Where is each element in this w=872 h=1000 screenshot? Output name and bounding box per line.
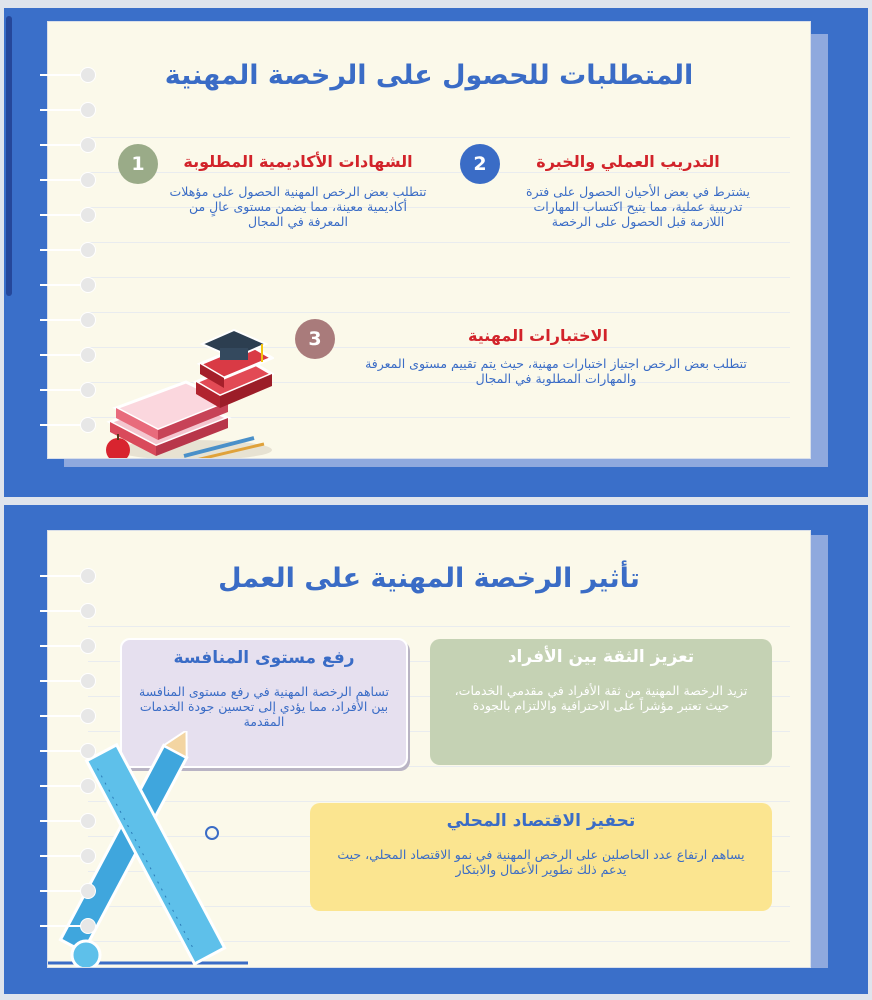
item-text: يشترط في بعض الأحيان الحصول على فترة تدريبية عملية، مما يتيح اكتساب المهارات اللازمة قبل الحصول على الرخصة <box>526 184 750 229</box>
page-title: تأثير الرخصة المهنية على العمل <box>218 563 640 594</box>
card-text: تزيد الرخصة المهنية من ثقة الأفراد في مقدمي الخدمات، حيث تعتبر مؤشراً على الاحترافية والالتزام بالجودة <box>454 683 748 713</box>
card-heading: تعزيز الثقة بين الأفراد <box>507 647 695 667</box>
card-heading: رفع مستوى المنافسة <box>173 648 355 668</box>
card-text: يساهم ارتفاع عدد الحاصلين على الرخص المهنية في نمو الاقتصاد المحلي، حيث يدعم ذلك تطوير الأعمال والابتكار <box>337 847 745 877</box>
page-title: المتطلبات للحصول على الرخصة المهنية <box>164 60 694 91</box>
item-heading: الاختبارات المهنية <box>468 326 608 345</box>
step-badge-2: 2 <box>460 144 500 184</box>
card-text: تساهم الرخصة المهنية في رفع مستوى المنافسة بين الأفراد، مما يؤدي إلى تحسين جودة الخدمات المقدمة <box>139 684 389 729</box>
slide-edge-accent <box>6 16 12 296</box>
notebook-paper <box>48 22 810 458</box>
step-badge-1: 1 <box>118 144 158 184</box>
slide-impact <box>4 505 868 994</box>
notebook-paper <box>48 531 810 967</box>
card-trust <box>430 639 772 765</box>
step-badge-3: 3 <box>295 319 335 359</box>
slide-requirements <box>4 8 868 497</box>
item-text: تتطلب بعض الرخص المهنية الحصول على مؤهلات أكاديمية معينة، مما يضمن مستوى عالٍ من المعرفة في المجال <box>169 184 427 229</box>
card-heading: تحفيز الاقتصاد المحلي <box>446 811 636 831</box>
item-heading: التدريب العملي والخبرة <box>536 152 720 171</box>
item-heading: الشهادات الأكاديمية المطلوبة <box>183 152 413 171</box>
books-graduation-cap-icon <box>104 326 274 458</box>
item-text: تتطلب بعض الرخص اجتياز اختبارات مهنية، حيث يتم تقييم مستوى المعرفة والمهارات المطلوبة في المجال <box>365 356 747 386</box>
card-economy <box>310 803 772 911</box>
ruler-pencil-icon <box>48 731 248 967</box>
